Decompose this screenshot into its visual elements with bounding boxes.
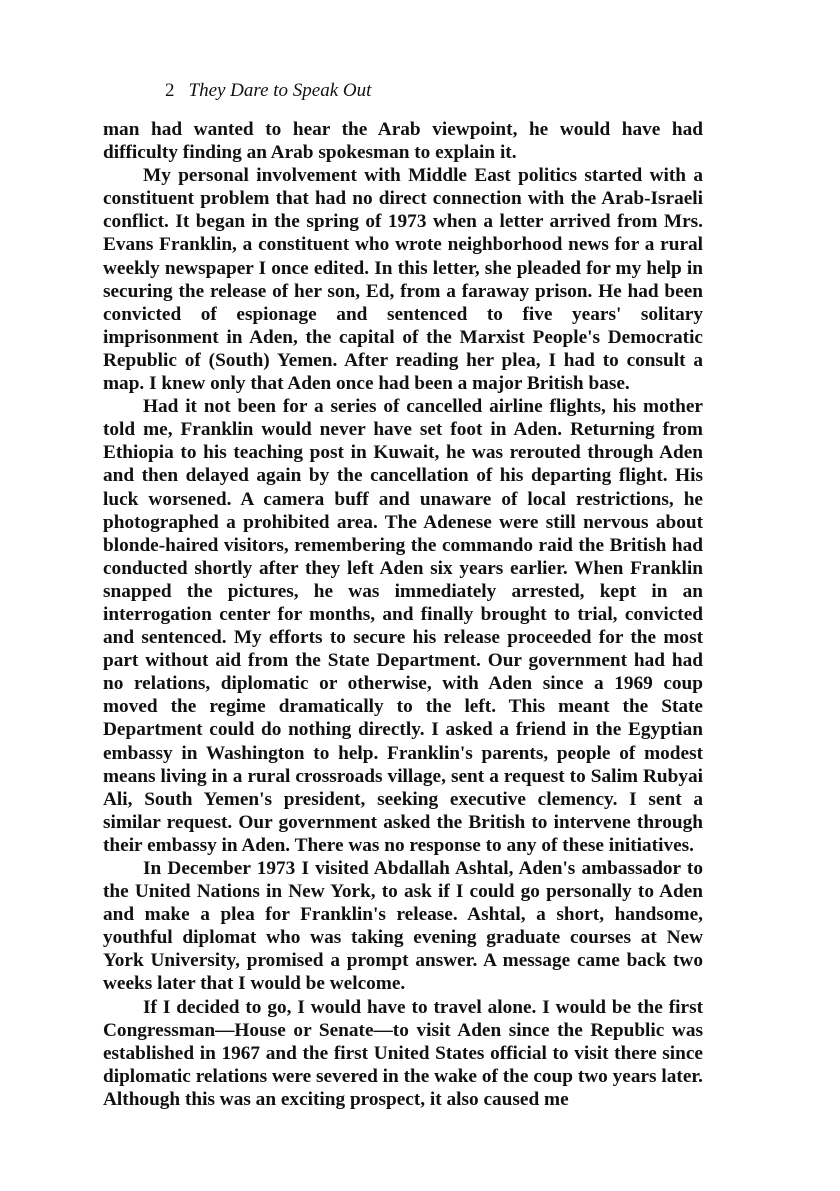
- book-title: They Dare to Speak Out: [188, 80, 372, 101]
- paragraph: If I decided to go, I would have to travel alone. I would be the first Congressman—House or Senate—to visit Aden since the Republic was established in 1967 and the first United States official to visit there since diplomatic relations were severed in the wake of the coup two years later. Although this was an exciting prospect, it also caused me: [103, 996, 703, 1110]
- paragraph: In December 1973 I visited Abdallah Ashtal, Aden's ambassador to the United Nations in New York, to ask if I could go personally to Aden and make a plea for Franklin's release. Ashtal, a short, handsome, youthful diplomat who was taking evening graduate courses at New York University, promised a prompt answer. A message came back two weeks later that I would be welcome.: [103, 858, 703, 995]
- paragraph: Had it not been for a series of cancelled airline flights, his mother told me, Franklin would never have set foot in Aden. Returning from Ethiopia to his teaching post in Kuwait, he was rerouted through Aden and then delayed again by the cancellation of his departing flight. His luck worsened. A camera buff and unaware of local restrictions, he photographed a prohibited area. The Adenese were still nervous about blonde-haired visitors, remembering the commando raid the British had conducted shortly after they left Aden six years earlier. When Franklin snapped the pictures, he was immediately arrested, kept in an interrogation center for months, and finally brought to trial, convicted and sentenced. My efforts to secure his release proceeded for the most part without aid from the State Department. Our government had had no relations, diplomatic or otherwise, with Aden since a 1969 coup moved the regime dramatically to the left. This meant the State Department could do nothing directly. I asked a friend in the Egyptian embassy in Washington to help. Franklin's parents, people of modest means living in a rural crossroads village, sent a request to Salim Rubyai Ali, South Yemen's president, seeking executive clemency. I sent a similar request. Our government asked the British to intervene through their embassy in Aden. There was no response to any of these initiatives.: [103, 396, 703, 856]
- running-head: [165, 80, 371, 102]
- paragraph: My personal involvement with Middle East politics started with a constituent problem that had no direct connection with the Arab-Israeli conflict. It began in the spring of 1973 when a letter arrived from Mrs. Evans Franklin, a constituent who wrote neighborhood news for a rural weekly newspaper I once edited. In this letter, she pleaded for my help in securing the release of her son, Ed, from a faraway prison. He had been convicted of espionage and sentenced to five years' solitary imprisonment in Aden, the capital of the Marxist People's Democratic Republic of (South) Yemen. After reading her plea, I had to consult a map. I knew only that Aden once had been a major British base.: [103, 165, 703, 395]
- paragraph-continued: man had wanted to hear the Arab viewpoint, he would have had difficulty finding an Arab spokesman to explain it.: [103, 119, 703, 164]
- body-text: [103, 118, 703, 1111]
- page-number: 2: [165, 80, 175, 101]
